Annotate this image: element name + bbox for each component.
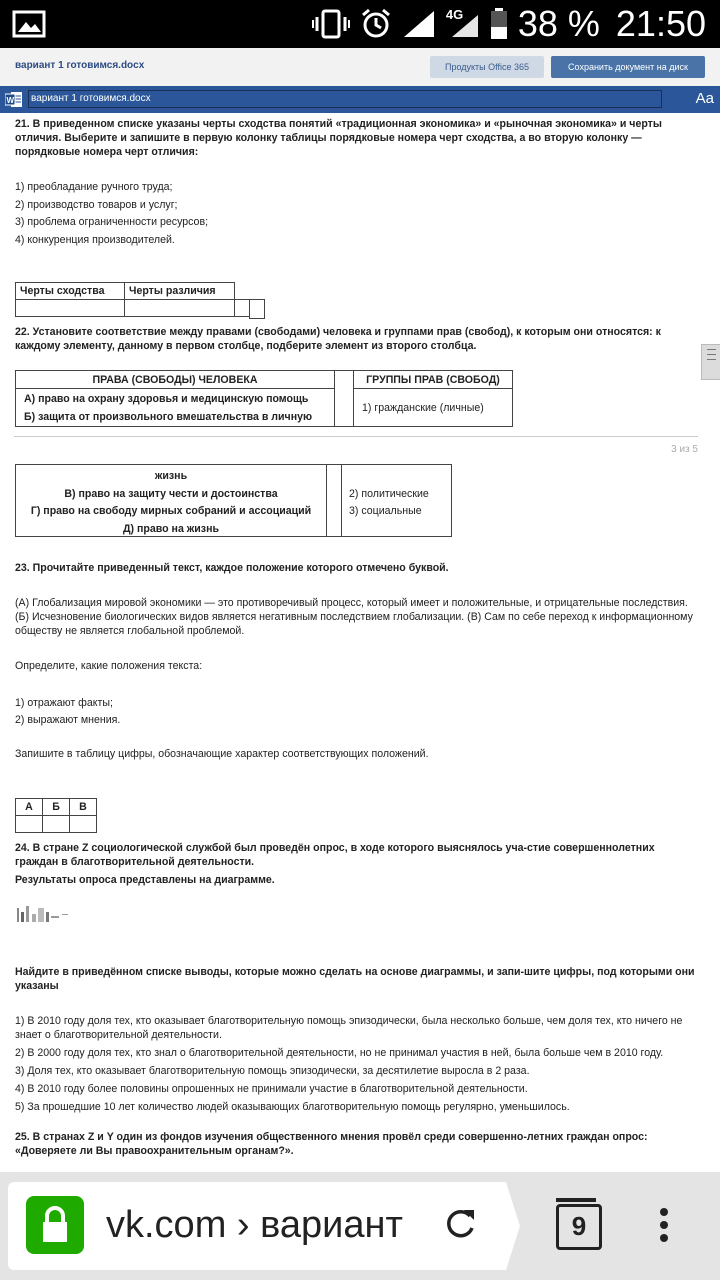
vibrate-icon — [312, 9, 350, 39]
q22-row-v: В) право на защиту чести и достоинства — [64, 488, 278, 500]
list-item: 1) преобладание ручного труда; — [15, 181, 173, 193]
q22-table-top — [15, 370, 513, 427]
page-separator — [14, 436, 698, 437]
clock: 21:50 — [615, 3, 706, 44]
image-notification-icon — [12, 10, 46, 38]
q21-list — [15, 179, 208, 249]
network-type: 4G — [445, 7, 464, 22]
q22-row-a: А) право на охрану здоровья и медицинскую помощь — [24, 393, 309, 405]
answer-cell[interactable] — [125, 300, 235, 317]
list-item: 4) В 2010 году более половины опрошенных не принимали участие в благотворительной деятельности. — [15, 1083, 528, 1095]
answer-cell[interactable] — [70, 816, 97, 833]
q22-group-3: 3) социальные — [349, 505, 422, 517]
answer-cell[interactable] — [235, 300, 250, 317]
url-text[interactable]: vk.com › вариант — [106, 1204, 403, 1246]
table-header: Б — [43, 799, 70, 816]
save-to-disk-button[interactable]: Сохранить документ на диск — [551, 56, 705, 78]
q25-text: 25. В странах Z и Y один из фондов изучения общественного мнения провёл среди совершенно-летних граждан опрос: «Доверяете ли Вы правоохранительным органам?». — [15, 1131, 648, 1157]
list-item: 3) Доля тех, кто оказывает благотворительную помощь эпизодически, за десятилетие выросла в 2 раза. — [15, 1065, 530, 1077]
address-bar[interactable] — [8, 1182, 506, 1270]
q22-row-b: Б) защита от произвольного вмешательства в личную — [24, 411, 313, 423]
q22-group-1: 1) гражданские (личные) — [362, 402, 484, 414]
reload-icon[interactable] — [440, 1204, 480, 1244]
lock-icon[interactable] — [26, 1196, 84, 1254]
list-item: 4) конкуренция производителей. — [15, 233, 175, 246]
font-size-button[interactable]: Aa — [695, 90, 714, 107]
q23-instruction: Запишите в таблицу цифры, обозначающие характер соответствующих положений. — [15, 748, 429, 760]
table-cell — [235, 283, 250, 300]
table-header: А — [16, 799, 43, 816]
list-item: 2) выражают мнения. — [15, 714, 121, 726]
answer-cell[interactable] — [43, 816, 70, 833]
q22-row-b-cont: жизнь — [154, 470, 188, 482]
q21-answer-table — [15, 282, 250, 317]
q23-title: 23. Прочитайте приведенный текст, каждое положение которого отмечено буквой. — [15, 562, 449, 574]
list-item: 1) В 2010 году доля тех, кто оказывает благотворительную помощь эпизодически, была несколько больше, чем доля тех, кто ничего не знает о благотворительной деятельности. — [15, 1015, 683, 1041]
network-indicator — [446, 9, 480, 39]
cellular-signal-icon — [446, 9, 480, 39]
scroll-handle[interactable] — [701, 344, 720, 380]
table-header: Черты сходства — [16, 283, 125, 300]
list-item: 2) В 2000 году доля тех, кто знал о благотворительной деятельности, но не принимал участия в ней, была больше чем в 2010 году. — [15, 1047, 664, 1059]
q21-extra-cell[interactable] — [249, 299, 265, 319]
svg-text:W: W — [6, 96, 15, 105]
q22-row-d: Д) право на жизнь — [122, 523, 219, 535]
table-header: Черты различия — [125, 283, 235, 300]
battery-percent: 38 % — [517, 3, 600, 44]
q22-table-bottom — [15, 464, 452, 537]
menu-dots-icon[interactable] — [660, 1208, 670, 1247]
list-item: 3) проблема ограниченности ресурсов; — [15, 216, 209, 228]
q23-text: (А) Глобализация мировой экономики — это противоречивый процесс, который имеет и положительные, и отрицательные последствия. (Б) Исчезновение биологических видов является негативным последствием глобализации. (В) Сам по себе переход к информационному обществу не является глобальной проблемой. — [15, 597, 693, 637]
office-365-button[interactable]: Продукты Office 365 — [430, 56, 544, 78]
list-item: 2) производство товаров и услуг; — [15, 198, 178, 211]
alarm-icon — [360, 8, 392, 40]
q23-prompt: Определите, какие положения текста: — [15, 660, 203, 672]
answer-cell[interactable] — [16, 816, 43, 833]
list-item: 5) За прошедшие 10 лет количество людей оказывающих благотворительную помощь регулярно, уменьшилось. — [15, 1101, 570, 1113]
q21-text: 21. В приведенном списке указаны черты сходства понятий «традиционная экономика» и «рыночная экономика» и черты отличия. Выберите и запишите в первую колонку таблицы порядковые номера черт сходства, а во вторую колонку — порядковые номера черт отличия: — [15, 118, 662, 158]
q24-prompt: Найдите в приведённом списке выводы, которые можно сделать на основе диаграммы, и запи-шите цифры, под которыми они указаны — [15, 966, 695, 992]
q22-header-left: ПРАВА (СВОБОДЫ) ЧЕЛОВЕКА — [92, 374, 258, 386]
q22-group-2: 2) политические — [349, 488, 429, 500]
q24-results: Результаты опроса представлены на диаграмме. — [15, 874, 275, 886]
signal-icon — [402, 9, 436, 39]
q23-answer-table — [15, 798, 97, 833]
q23-list — [15, 695, 120, 729]
office-header — [0, 48, 720, 87]
tab-switcher-button[interactable]: 9 — [556, 1204, 602, 1250]
page-number: 3 из 5 — [671, 444, 698, 455]
diagram-thumbnail-icon[interactable] — [15, 904, 71, 924]
q22-row-g: Г) право на свободу мирных собраний и ассоциаций — [30, 505, 312, 517]
list-item: 1) отражают факты; — [15, 697, 113, 709]
word-app-icon — [5, 91, 23, 108]
browser-bottom-bar — [0, 1172, 720, 1280]
q22-text: 22. Установите соответствие между правами (свободами) человека и группами прав (свобод), к которым они относятся: к каждому элементу, данному в первом столбце, подберите элемент из второго столбца. — [15, 326, 661, 352]
document-name-field[interactable]: вариант 1 готовимся.docx — [28, 90, 662, 108]
battery-icon — [490, 8, 508, 40]
status-bar — [0, 0, 720, 48]
document-title: вариант 1 готовимся.docx — [15, 60, 145, 71]
table-header: В — [70, 799, 97, 816]
q24-text: 24. В стране Z социологической службой был проведён опрос, в ходе которого выяснялось уча-стие совершеннолетних граждан в благотворительной деятельности. — [15, 842, 655, 868]
q22-header-right: ГРУППЫ ПРАВ (СВОБОД) — [366, 374, 500, 386]
answer-cell[interactable] — [16, 300, 125, 317]
q24-list — [15, 1014, 700, 1114]
word-toolbar — [0, 86, 720, 113]
